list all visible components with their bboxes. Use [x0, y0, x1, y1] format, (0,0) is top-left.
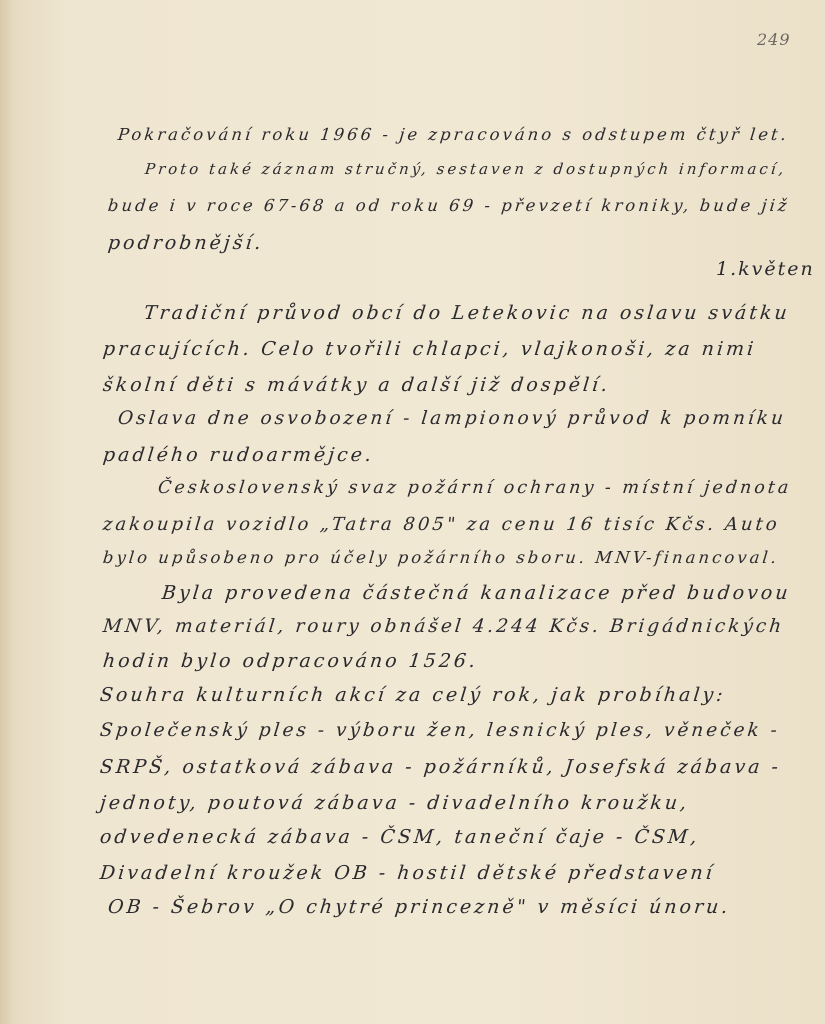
handwritten-line: Souhra kulturních akcí za celý rok, jak probíhaly: — [98, 684, 727, 706]
handwritten-line: jednoty, poutová zábava - divadelního kroužku, — [98, 792, 691, 814]
handwritten-line: padlého rudoarmějce. — [101, 444, 376, 466]
handwritten-line: podrobnější. — [106, 232, 265, 254]
handwritten-line: bude i v roce 67-68 a od roku 69 - převzetí kroniky, bude již — [107, 196, 791, 215]
handwritten-line: SRPŠ, ostatková zábava - požárníků, Josefská zábava - — [98, 756, 783, 778]
handwritten-line: pracujících. Celo tvořili chlapci, vlajkonoši, za nimi — [101, 338, 758, 360]
handwritten-line: školní děti s mávátky a další již dospělí. — [101, 374, 612, 396]
handwritten-line: Proto také záznam stručný, sestaven z dostupných informací, — [144, 160, 788, 178]
handwritten-line: OB - Šebrov „O chytré princezně" v měsíci únoru. — [106, 896, 732, 918]
handwritten-line: Československý svaz požární ochrany - místní jednota — [156, 478, 793, 498]
handwritten-line: Divadelní kroužek OB - hostil dětské představení — [98, 862, 716, 884]
handwritten-line: Tradiční průvod obcí do Letekovic na oslavu svátku — [142, 302, 791, 324]
margin-date-note: 1.květen — [716, 258, 815, 280]
page-spine-shadow — [0, 0, 14, 1024]
page-number: 249 — [757, 30, 791, 49]
handwritten-line: odvedenecká zábava - ČSM, taneční čaje - ČSM, — [98, 826, 701, 848]
handwritten-line: zakoupila vozidlo „Tatra 805" za cenu 16 tisíc Kčs. Auto — [101, 514, 781, 535]
handwritten-line: hodin bylo odpracováno 1526. — [101, 650, 480, 672]
handwritten-line: bylo upůsobeno pro účely požárního sboru. MNV-financoval. — [102, 548, 781, 567]
handwritten-line: Pokračování roku 1966 - je zpracováno s odstupem čtyř let. — [117, 125, 790, 144]
handwritten-line: MNV, materiál, roury obnášel 4.244 Kčs. Brigádnických — [101, 616, 786, 637]
handwritten-line: Oslava dne osvobození - lampionový průvod k pomníku — [116, 408, 788, 429]
handwritten-line: Společenský ples - výboru žen, lesnický ples, věneček - — [98, 720, 781, 741]
handwritten-line: Byla provedena částečná kanalizace před budovou — [160, 582, 792, 604]
